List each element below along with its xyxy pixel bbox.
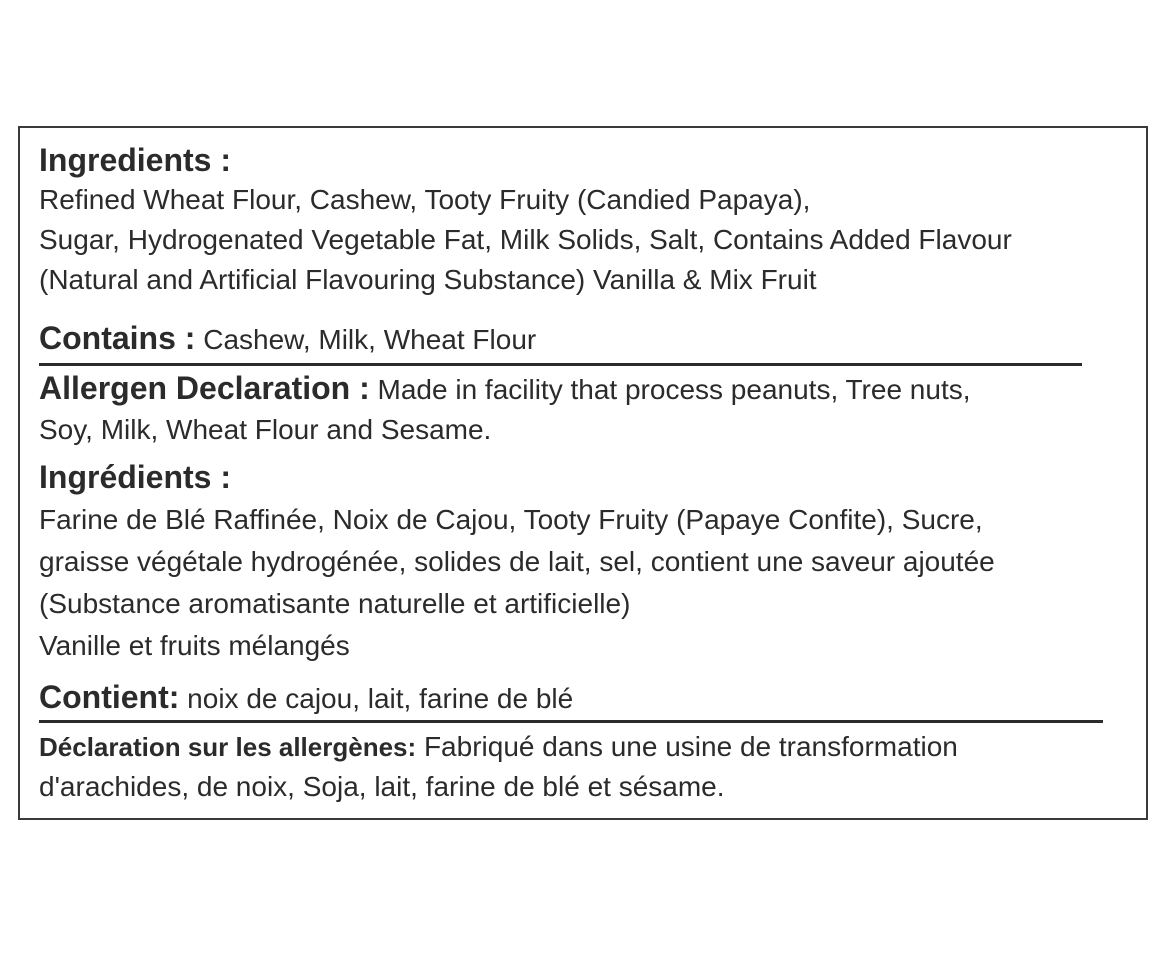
allergen-text-fr: Fabriqué dans une usine de transformation <box>416 731 958 762</box>
contains-section-en <box>39 318 536 360</box>
contains-section-fr <box>39 677 573 719</box>
contains-heading-en: Contains : <box>39 320 196 356</box>
ingredients-line-en-3: (Natural and Artificial Flavouring Substance) Vanilla & Mix Fruit <box>39 264 817 295</box>
allergen-section-fr <box>39 727 958 807</box>
allergen-heading-fr: Déclaration sur les allergènes: <box>39 732 417 762</box>
ingredients-line-fr-1: Farine de Blé Raffinée, Noix de Cajou, Tooty Fruity (Papaye Confite), Sucre, <box>39 504 983 535</box>
ingredients-line-en-2: Sugar, Hydrogenated Vegetable Fat, Milk Solids, Salt, Contains Added Flavour <box>39 224 1012 255</box>
ingredients-section-en <box>39 140 1012 300</box>
contains-text-en: Cashew, Milk, Wheat Flour <box>195 324 537 355</box>
ingredients-heading-en: Ingredients : <box>39 142 232 178</box>
contains-text-fr: noix de cajou, lait, farine de blé <box>179 683 574 714</box>
ingredients-section-fr <box>39 455 995 667</box>
ingredients-line-en-1: Refined Wheat Flour, Cashew, Tooty Fruity (Candied Papaya), <box>39 184 811 215</box>
contains-heading-fr: Contient: <box>39 679 180 715</box>
ingredients-heading-fr: Ingrédients : <box>39 459 232 495</box>
divider-rule-en <box>39 363 1082 366</box>
ingredients-label-panel <box>18 126 1148 820</box>
ingredients-line-fr-3: (Substance aromatisante naturelle et artificielle) <box>39 588 631 619</box>
allergen-heading-en: Allergen Declaration : <box>39 370 370 406</box>
allergen-text-en: Made in facility that process peanuts, Tree nuts, <box>369 374 971 405</box>
divider-rule-fr <box>39 720 1103 723</box>
ingredients-line-fr-4: Vanille et fruits mélangés <box>39 630 350 661</box>
allergen-line2-fr: d'arachides, de noix, Soja, lait, farine de blé et sésame. <box>39 771 725 802</box>
allergen-line2-en: Soy, Milk, Wheat Flour and Sesame. <box>39 414 492 445</box>
ingredients-line-fr-2: graisse végétale hydrogénée, solides de lait, sel, contient une saveur ajoutée <box>39 546 995 577</box>
allergen-section-en <box>39 368 971 450</box>
